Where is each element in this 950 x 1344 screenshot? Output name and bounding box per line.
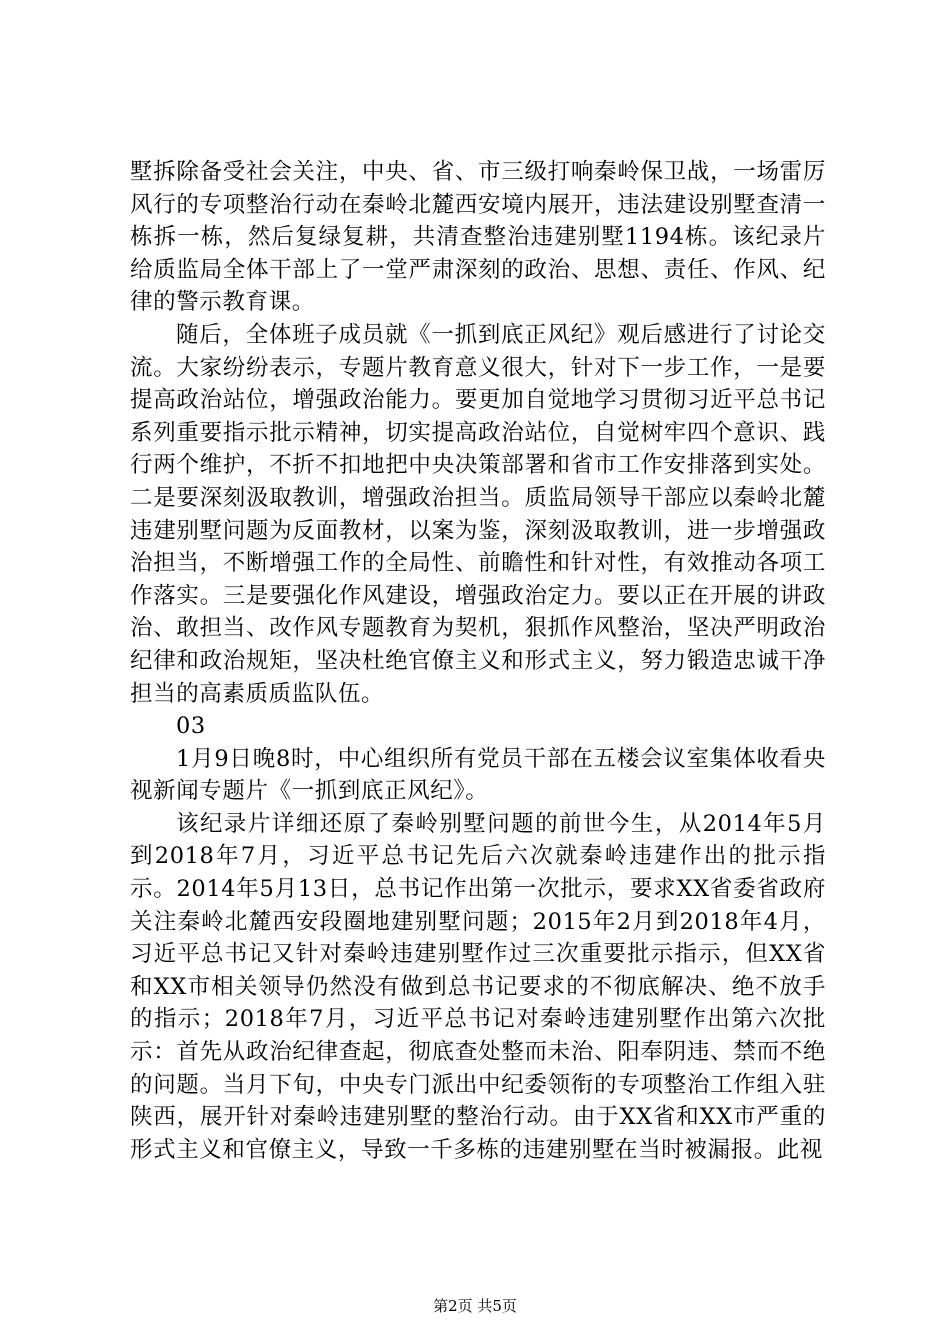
paragraph-3: 1月9日晚8时，中心组织所有党员干部在五楼会议室集体收看央视新闻专题片《一抓到底正风纪》。 [130,745,826,805]
document-body [130,156,826,1166]
page-number-footer: 第2页 共5页 [433,1297,517,1315]
section-number: 03 [176,713,206,740]
paragraph-1: 墅拆除备受社会关注，中央、省、市三级打响秦岭保卫战，一场雷厉风行的专项整治行动在秦岭北麓西安境内展开，违法建设别墅查清一栋拆一栋，然后复绿复耕，共清查整治违建别墅1194栋。该纪录片给质监局全体干部上了一堂严肃深刻的政治、思想、责任、作风、纪律的警示教育课。 [130,159,826,316]
paragraph-2: 随后，全体班子成员就《一抓到底正风纪》观后感进行了讨论交流。大家纷纷表示，专题片教育意义很大，针对下一步工作，一是要提高政治站位，增强政治能力。要更加自觉地学习贯彻习近平总书记系列重要指示批示精神，切实提高政治站位，自觉树牢四个意识、践行两个维护，不折不扣地把中央决策部署和省市工作安排落到实处。二是要深刻汲取教训，增强政治担当。质监局领导干部应以秦岭北麓违建别墅问题为反面教材，以案为鉴，深刻汲取教训，进一步增强政治担当，不断增强工作的全局性、前瞻性和针对性，有效推动各项工作落实。三是要强化作风建设，增强政治定力。要以正在开展的讲政治、敢担当、改作风专题教育为契机，狠抓作风整治，坚决严明政治纪律和政治规矩，坚决杜绝官僚主义和形式主义，努力锻造忠诚干净担当的高素质质监队伍。 [130,321,826,707]
paragraph-4: 该纪录片详细还原了秦岭别墅问题的前世今生，从2014年5月到2018年7月，习近平总书记先后六次就秦岭违建作出的批示指示。2014年5月13日，总书记作出第一次批示，要求XX省委省政府关注秦岭北麓西安段圈地建别墅问题；2015年2月到2018年4月，习近平总书记又针对秦岭违建别墅作过三次重要批示指示，但XX省和XX市相关领导仍然没有做到总书记要求的不彻底解决、绝不放手的指示；2018年7月，习近平总书记对秦岭违建别墅作出第六次批示：首先从政治纪律查起，彻底查处整而未治、阳奉阴违、禁而不绝的问题。当月下旬，中央专门派出中纪委领衔的专项整治工作组入驻陕西，展开针对秦岭违建别墅的整治行动。由于XX省和XX市严重的形式主义和官僚主义，导致一千多栋的违建别墅在当时被漏报。此视 [130,810,826,1163]
